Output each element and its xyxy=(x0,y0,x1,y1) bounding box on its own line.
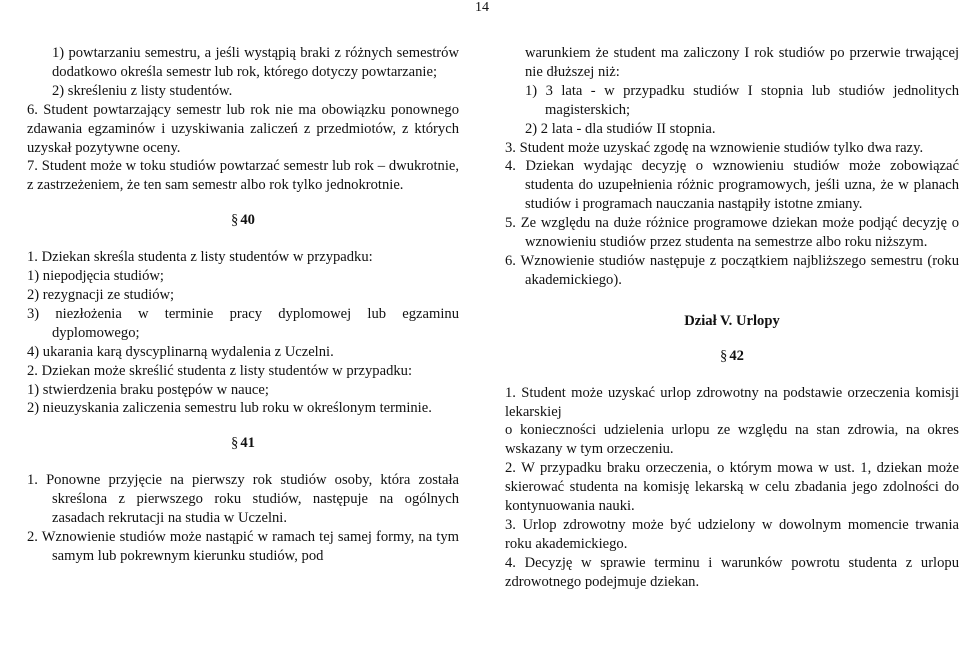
paragraph: 1. Ponowne przyjęcie na pierwszy rok studiów osoby, która została skreślona z pierwszego roku studiów, następuje na ogólnych zasadach rekrutacji na studia w Uczelni. xyxy=(27,472,459,527)
section-heading-41: § 41 xyxy=(231,435,255,452)
list-item: 1) 3 lata - w przypadku studiów I stopnia lub studiów jednolitych magisterskich; xyxy=(525,82,959,118)
paragraph: 6. Student powtarzający semestr lub rok nie ma obowiązku ponownego zdawania egzaminów i uzyskiwania zaliczeń z przedmiotów, z których uzyskał pozytywne oceny. xyxy=(27,101,459,156)
list-item: 2) nieuzyskania zaliczenia semestru lub roku w określonym terminie. xyxy=(27,400,432,417)
paragraph: 4. Dziekan wydając decyzję o wznowieniu studiów może zobowiązać studenta do uzupełnienia różnic programowych, jeśli uzna, że w planach studiów i programach nauczania nastąpiły istotne zmiany. xyxy=(505,158,959,213)
left-column xyxy=(27,44,459,566)
page-number: 14 xyxy=(475,0,489,15)
paragraph: 3. Student może uzyskać zgodę na wznowienie studiów tylko dwa razy. xyxy=(505,139,924,156)
paragraph: 7. Student może w toku studiów powtarzać semestr lub rok – dwukrotnie, z zastrzeżeniem, że ten sam semestr albo rok tylko jednokrotnie. xyxy=(27,158,459,194)
paragraph: 1. Student może uzyskać urlop zdrowotny na podstawie orzeczenia komisji lekarskiej xyxy=(505,384,959,420)
paragraph: 2. W przypadku braku orzeczenia, o którym mowa w ust. 1, dziekan może skierować studenta na komisję lekarską w celu zbadania jego zdolności do kontynuowania nauki. xyxy=(505,460,959,515)
list-item: 2) 2 lata - dla studiów II stopnia. xyxy=(525,120,716,137)
section-heading-42: § 42 xyxy=(720,347,744,364)
list-item: 2) skreśleniu z listy studentów. xyxy=(52,82,233,99)
paragraph: warunkiem że student ma zaliczony I rok studiów po przerwie trwającej nie dłuższej niż: xyxy=(525,45,959,80)
list-item: 2) rezygnacji ze studiów; xyxy=(27,286,175,303)
chapter-heading: Dział V. Urlopy xyxy=(684,312,780,329)
right-column xyxy=(505,44,959,592)
paragraph: 2. Wznowienie studiów może nastąpić w ramach tej samej formy, na tym samym lub pokrewnym kierunku studiów, pod xyxy=(27,528,459,564)
paragraph: 5. Ze względu na duże różnice programowe dziekan może podjąć decyzję o wznowieniu studiów przez studenta na semestrze albo roku niższym. xyxy=(505,215,959,251)
list-item: 1) powtarzaniu semestru, a jeśli wystąpią braki z różnych semestrów dodatkowo określa semestr lub rok, którego dotyczy powtarzanie; xyxy=(52,45,459,80)
section-mark: § xyxy=(231,435,239,452)
list-item: 4) ukarania karą dyscyplinarną wydalenia z Uczelni. xyxy=(27,343,334,360)
paragraph: 2. Dziekan może skreślić studenta z listy studentów w przypadku: xyxy=(27,362,413,379)
paragraph: o konieczności udzielenia urlopu ze względu na stan zdrowia, na okres wskazany w tym orzeczeniu. xyxy=(505,422,959,458)
paragraph: 4. Decyzję w sprawie terminu i warunków powrotu studenta z urlopu zdrowotnego podejmuje dziekan. xyxy=(505,554,959,590)
list-item: 1) stwierdzenia braku postępów w nauce; xyxy=(27,381,269,398)
list-item: 3) niezłożenia w terminie pracy dyplomowej lub egzaminu dyplomowego; xyxy=(27,305,459,341)
section-mark: § xyxy=(720,347,728,364)
section-mark: § xyxy=(231,212,239,229)
list-item: 1) niepodjęcia studiów; xyxy=(27,268,164,285)
section-heading-40: § 40 xyxy=(231,212,255,229)
paragraph: 1. Dziekan skreśla studenta z listy studentów w przypadku: xyxy=(27,249,373,266)
paragraph: 3. Urlop zdrowotny może być udzielony w dowolnym momencie trwania roku akademickiego. xyxy=(505,516,959,552)
paragraph: 6. Wznowienie studiów następuje z początkiem najbliższego semestru (roku akademickiego). xyxy=(505,252,959,288)
